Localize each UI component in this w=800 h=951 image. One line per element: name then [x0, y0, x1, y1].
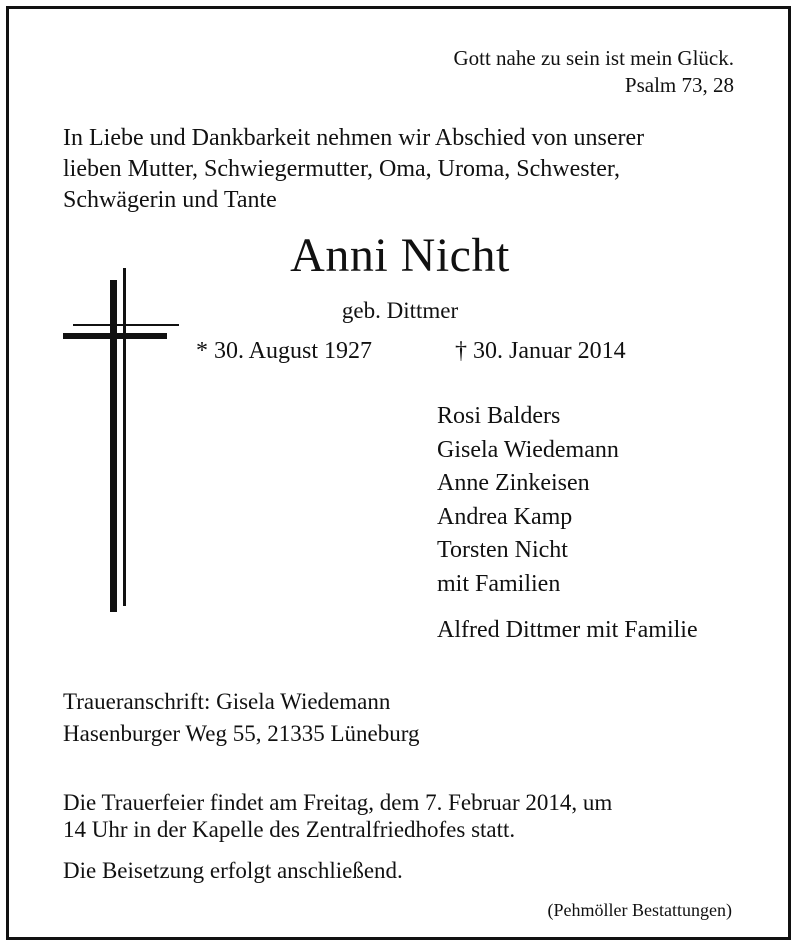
funeral-service-info [63, 789, 612, 843]
intro-paragraph [63, 123, 644, 216]
verse-reference: Psalm 73, 28 [624, 73, 734, 97]
address-line: Traueranschrift: Gisela Wiedemann [63, 689, 391, 714]
service-line: Die Trauerfeier findet am Freitag, dem 7. Februar 2014, um [63, 790, 613, 815]
mourner-name: Anne Zinkeisen [437, 470, 590, 496]
mourner-name: Torsten Nicht [437, 537, 568, 563]
mourner-name: Rosi Balders [437, 403, 561, 429]
deceased-name: Anni Nicht [290, 229, 510, 282]
mourners-list [437, 400, 619, 601]
mourning-address [63, 686, 420, 750]
burial-info: Die Beisetzung erfolgt anschließend. [63, 858, 403, 883]
intro-line: Schwägerin und Tante [63, 187, 277, 213]
address-line: Hasenburger Weg 55, 21335 Lüneburg [63, 721, 420, 746]
verse-text: Gott nahe zu sein ist mein Glück. [453, 46, 734, 70]
mourner-name: Gisela Wiedemann [437, 436, 619, 463]
intro-line: In Liebe und Dankbarkeit nehmen wir Abschied von unserer [63, 125, 645, 151]
undertaker-credit: (Pehmöller Bestattungen) [547, 900, 732, 920]
service-line: 14 Uhr in der Kapelle des Zentralfriedhofes statt. [63, 817, 516, 842]
intro-line: lieben Mutter, Schwiegermutter, Oma, Uroma, Schwester, [63, 156, 620, 182]
death-date: † 30. Januar 2014 [455, 338, 626, 364]
birth-date: * 30. August 1927 [196, 338, 373, 364]
mourner-name: Andrea Kamp [437, 503, 573, 530]
mourner-extra: Alfred Dittmer mit Familie [437, 617, 698, 643]
mourner-name: mit Familien [437, 570, 561, 597]
maiden-name: geb. Dittmer [341, 298, 459, 323]
